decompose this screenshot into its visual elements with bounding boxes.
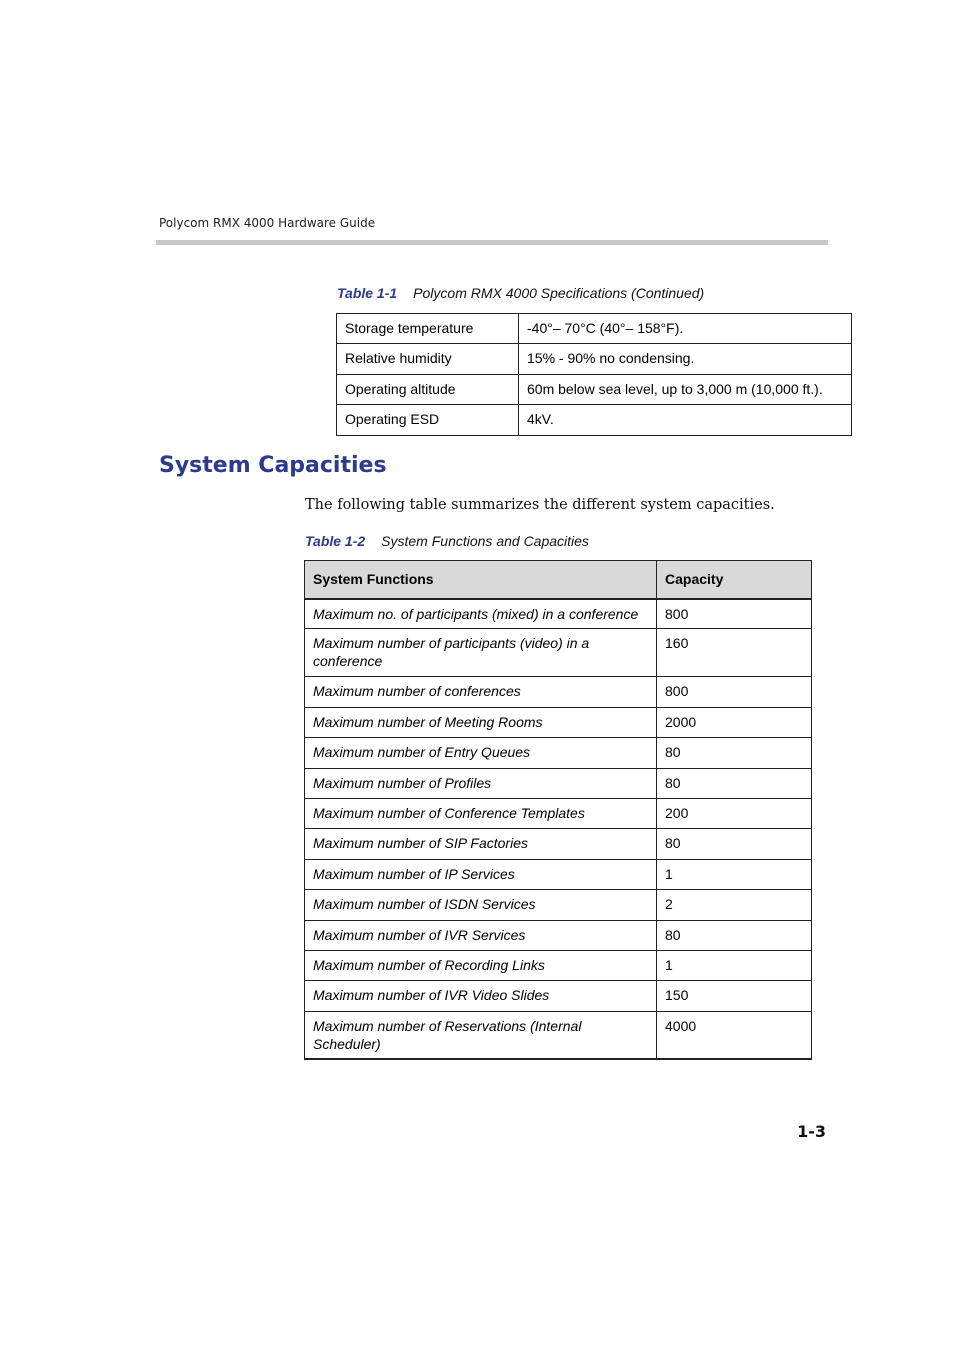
column-header-capacity: Capacity	[657, 561, 812, 599]
spec-value: 60m below sea level, up to 3,000 m (10,000 ft.).	[519, 374, 852, 404]
function-cell: Maximum number of participants (video) in a conference	[305, 629, 657, 677]
table-row	[305, 1011, 812, 1059]
table-row	[337, 344, 852, 374]
table-row	[305, 629, 812, 677]
capacity-cell: 2000	[657, 707, 812, 737]
table2-title: System Functions and Capacities	[381, 533, 589, 549]
running-header: Polycom RMX 4000 Hardware Guide	[159, 216, 376, 230]
table-row	[305, 707, 812, 737]
column-header-functions: System Functions	[305, 561, 657, 599]
function-cell: Maximum number of Recording Links	[305, 950, 657, 980]
spec-label: Operating ESD	[337, 405, 519, 435]
table-row	[337, 374, 852, 404]
function-cell: Maximum number of IVR Services	[305, 920, 657, 950]
page-number: 1-3	[797, 1122, 826, 1141]
function-cell: Maximum number of Entry Queues	[305, 738, 657, 768]
function-cell: Maximum no. of participants (mixed) in a conference	[305, 599, 657, 629]
function-cell: Maximum number of Reservations (Internal Scheduler)	[305, 1011, 657, 1059]
section-title: System Capacities	[159, 453, 387, 478]
capacities-table	[304, 560, 812, 1060]
function-cell: Maximum number of Meeting Rooms	[305, 707, 657, 737]
function-cell: Maximum number of Conference Templates	[305, 798, 657, 828]
table-row	[305, 920, 812, 950]
table1-number: Table 1-1	[337, 285, 398, 301]
function-cell: Maximum number of IVR Video Slides	[305, 981, 657, 1011]
table-row	[337, 405, 852, 435]
function-cell: Maximum number of Profiles	[305, 768, 657, 798]
capacity-cell: 80	[657, 768, 812, 798]
capacity-cell: 1	[657, 950, 812, 980]
section-intro: The following table summarizes the different system capacities.	[305, 497, 775, 513]
header-rule	[156, 240, 828, 245]
function-cell: Maximum number of ISDN Services	[305, 890, 657, 920]
spec-label: Operating altitude	[337, 374, 519, 404]
spec-value: -40°– 70°C (40°– 158°F).	[519, 314, 852, 344]
capacity-cell: 80	[657, 738, 812, 768]
function-cell: Maximum number of conferences	[305, 677, 657, 707]
table-row	[305, 738, 812, 768]
spec-value: 4kV.	[519, 405, 852, 435]
capacity-cell: 1	[657, 859, 812, 889]
table2-caption	[305, 533, 589, 549]
function-cell: Maximum number of IP Services	[305, 859, 657, 889]
capacity-cell: 2	[657, 890, 812, 920]
table-row	[305, 859, 812, 889]
capacity-cell: 80	[657, 920, 812, 950]
capacity-cell: 800	[657, 677, 812, 707]
table-row	[305, 829, 812, 859]
table2-number: Table 1-2	[305, 533, 366, 549]
spec-label: Relative humidity	[337, 344, 519, 374]
capacity-cell: 200	[657, 798, 812, 828]
specifications-table	[336, 313, 852, 436]
capacity-cell: 4000	[657, 1011, 812, 1059]
table1-title: Polycom RMX 4000 Specifications (Continued)	[413, 285, 705, 301]
capacity-cell: 800	[657, 599, 812, 629]
capacity-cell: 80	[657, 829, 812, 859]
spec-label: Storage temperature	[337, 314, 519, 344]
table-row	[305, 981, 812, 1011]
table-row	[305, 798, 812, 828]
table-row	[337, 314, 852, 344]
table-row	[305, 950, 812, 980]
function-cell: Maximum number of SIP Factories	[305, 829, 657, 859]
capacity-cell: 150	[657, 981, 812, 1011]
table1-caption	[337, 285, 704, 301]
spec-value: 15% - 90% no condensing.	[519, 344, 852, 374]
table-row	[305, 890, 812, 920]
table-row	[305, 677, 812, 707]
table-row	[305, 599, 812, 629]
capacity-cell: 160	[657, 629, 812, 677]
table-row	[305, 768, 812, 798]
table-header-row	[305, 561, 812, 599]
